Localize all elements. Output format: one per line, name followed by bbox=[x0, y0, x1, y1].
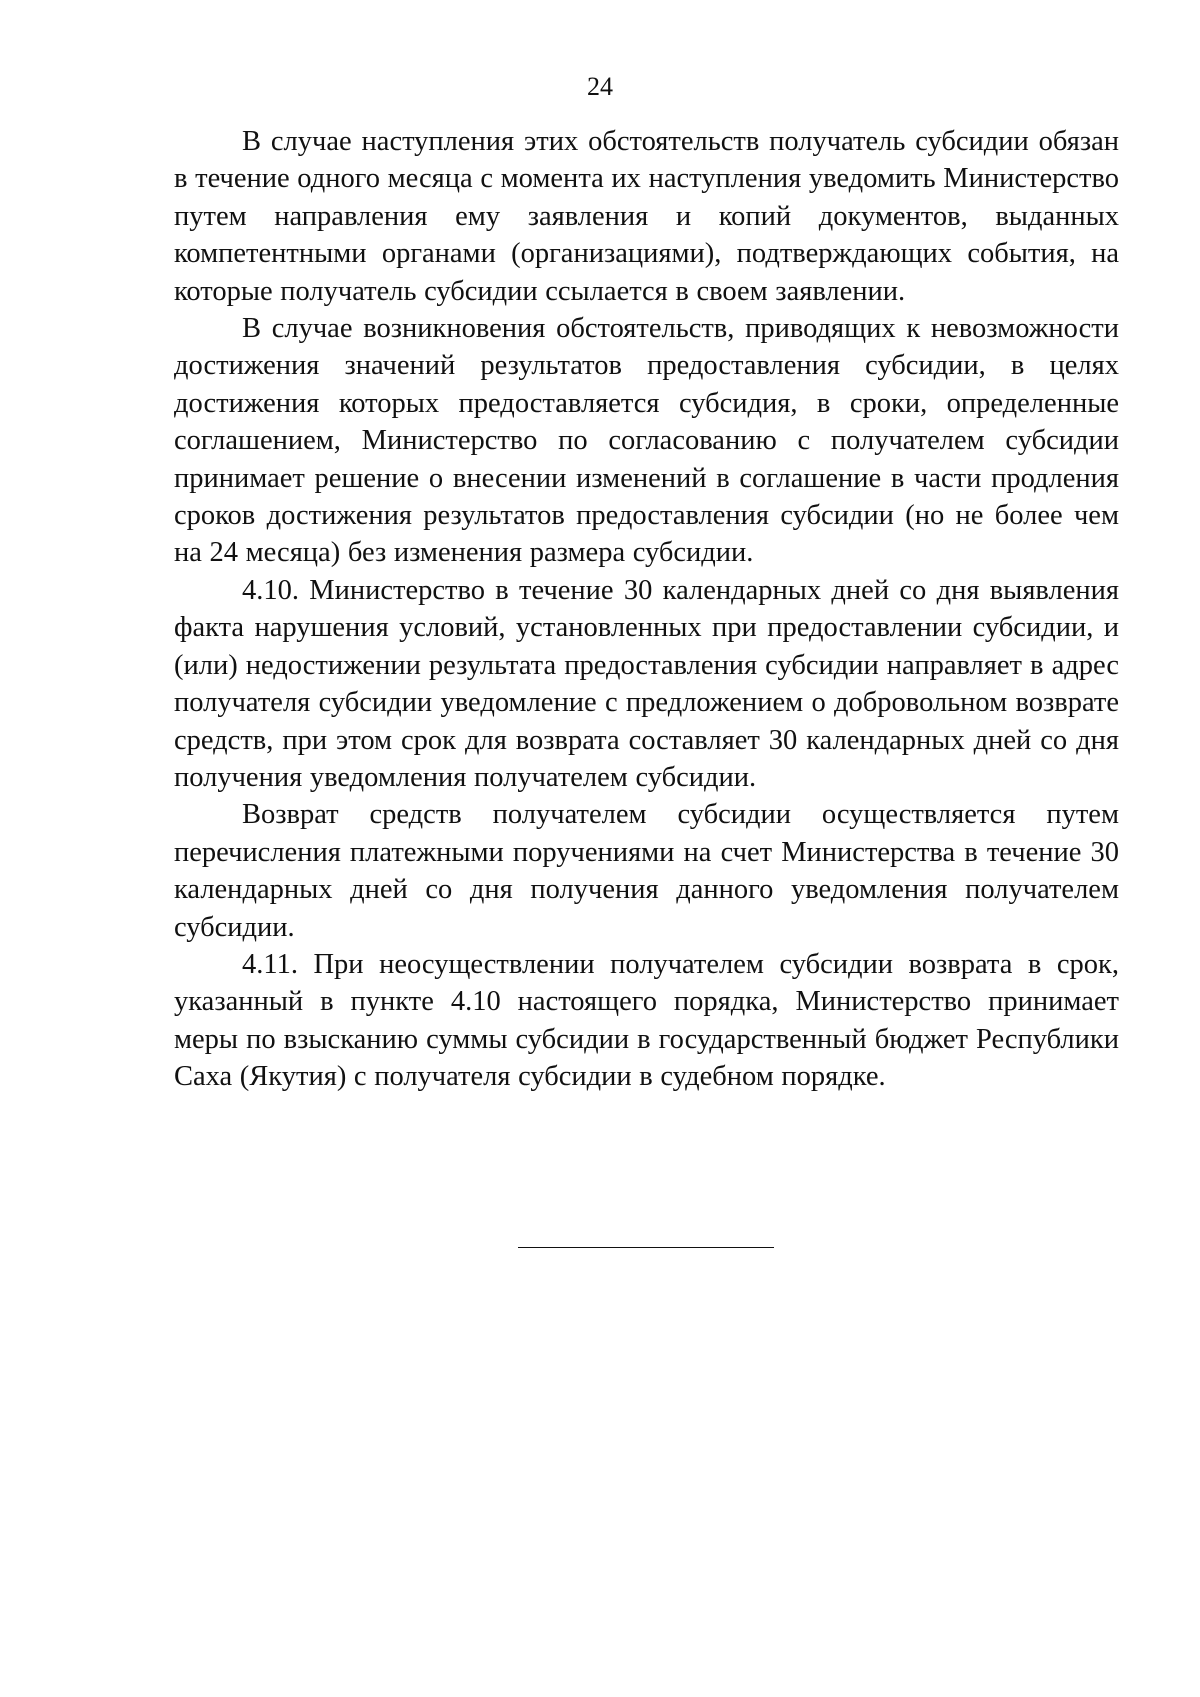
paragraph-4-10-violation-notice: 4.10. Министерство в течение 30 календарных дней со дня выявления факта нарушения условий, установленных при предоставлении субсидии, и (или) недостижении результата предоставления субсидии направляет в адрес получателя субсидии уведомление с предложением о добровольном возврате средств, при этом срок для возврата составляет 30 календарных дней со дня получения уведомления получателем субсидии. bbox=[174, 574, 1119, 793]
paragraph-refund-procedure: Возврат средств получателем субсидии осуществляется путем перечисления платежными поручениями на счет Министерства в течение 30 календарных дней со дня получения данного уведомления получателем субсидии. bbox=[174, 799, 1119, 943]
document-body bbox=[174, 123, 1119, 1096]
end-separator-line bbox=[518, 1247, 774, 1248]
paragraph-deadline-extension: В случае возникновения обстоятельств, приводящих к невозможности достижения значений результатов предоставления субсидии, в целях достижения которых предоставляется субсидия, в сроки, определенные соглашением, Министерство по согласованию с получателем субсидии принимает решение о внесении изменений в соглашение в части продления сроков достижения результатов предоставления субсидии (но не более чем на 24 месяца) без изменения размера субсидии. bbox=[174, 313, 1119, 569]
paragraph-notification-duty: В случае наступления этих обстоятельств получатель субсидии обязан в течение одного месяца с момента их наступления уведомить Министерство путем направления ему заявления и копий документов, выданных компетентными органами (организациями), подтверждающих события, на которые получатель субсидии ссылается в своем заявлении. bbox=[174, 126, 1119, 307]
paragraph-4-11-recovery: 4.11. При неосуществлении получателем субсидии возврата в срок, указанный в пункте 4.10 настоящего порядка, Министерство принимает меры по взысканию суммы субсидии в государственный бюджет Республики Саха (Якутия) с получателя субсидии в судебном порядке. bbox=[174, 948, 1119, 1093]
page-number: 24 bbox=[587, 72, 613, 101]
